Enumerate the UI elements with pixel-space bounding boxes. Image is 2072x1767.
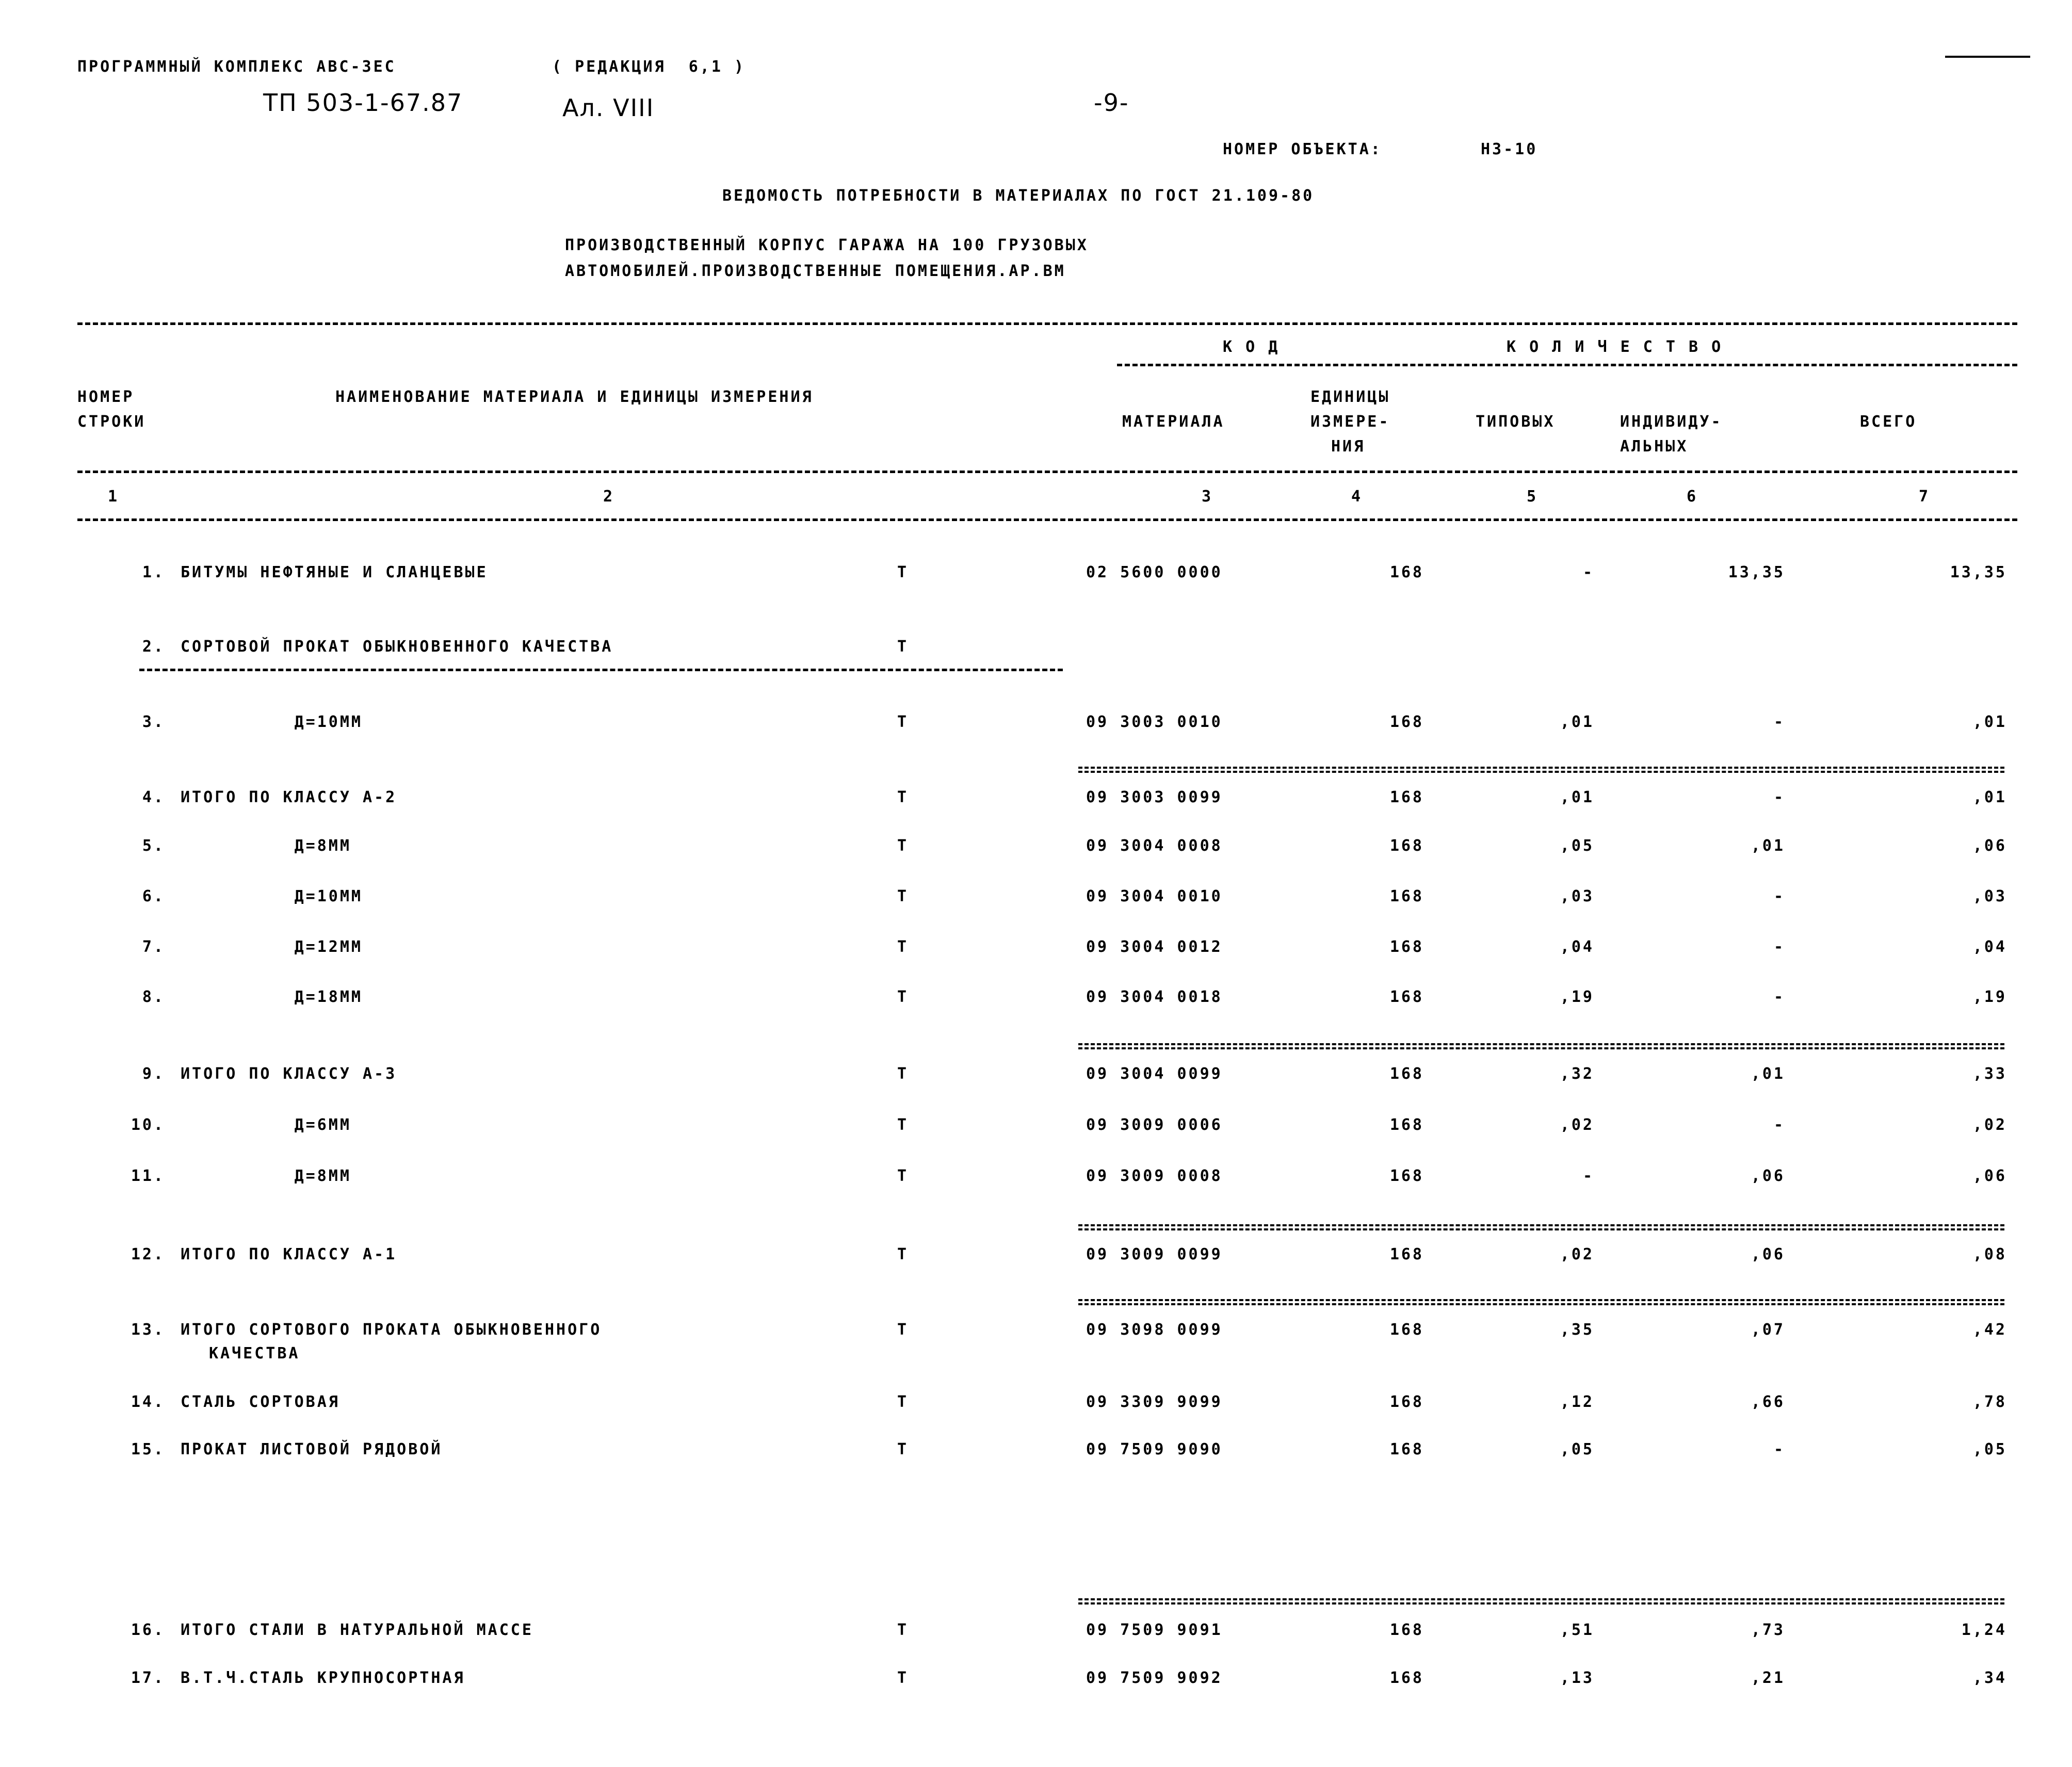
- row-1-code: 02 5600 0000: [1086, 563, 1223, 581]
- row-9-code: 09 3004 0099: [1086, 1065, 1223, 1083]
- document-title: ВЕДОМОСТЬ ПОТРЕБНОСТИ В МАТЕРИАЛАХ ПО ГОСТ 21.109-80: [722, 187, 1315, 205]
- document-subtitle-1: ПРОИЗВОДСТВЕННЫЙ КОРПУС ГАРАЖА НА 100 ГРУЗОВЫХ: [565, 236, 1089, 254]
- row-6-code: 09 3004 0010: [1086, 887, 1223, 905]
- row-6-total: ,03: [1972, 887, 2007, 905]
- row-12-unit: 168: [1389, 1245, 1424, 1263]
- row-17-code: 09 7509 9092: [1086, 1669, 1223, 1687]
- row-4-typical: ,01: [1560, 788, 1594, 806]
- column-header-individual-1: ИНДИВИДУ-: [1620, 413, 1723, 431]
- column-header-material: МАТЕРИАЛА: [1122, 413, 1225, 431]
- row-10-name: Д=6ММ: [181, 1116, 351, 1134]
- row-12-individual: ,06: [1751, 1245, 1785, 1263]
- row-3-code: 09 3003 0010: [1086, 713, 1223, 731]
- row-14-total: ,78: [1972, 1393, 2007, 1411]
- row-7-individual: -: [1773, 938, 1785, 956]
- row-1-individual: 13,35: [1728, 563, 1785, 581]
- row-11-name: Д=8ММ: [181, 1167, 351, 1185]
- row-10-typical: ,02: [1560, 1116, 1594, 1134]
- object-number-label: НОМЕР ОБЪЕКТА:: [1223, 140, 1382, 158]
- row-10-individual: -: [1773, 1116, 1785, 1134]
- row-3-unit: 168: [1389, 713, 1424, 731]
- row-9-total: ,33: [1972, 1065, 2007, 1083]
- page-number: -9-: [1094, 89, 1129, 117]
- row-10-code: 09 3009 0006: [1086, 1116, 1223, 1134]
- row-7-typical: ,04: [1560, 938, 1594, 956]
- row-15-typical: ,05: [1560, 1440, 1594, 1458]
- row-7-unit: 168: [1389, 938, 1424, 956]
- row-15-total: ,05: [1972, 1440, 2007, 1458]
- row-8-unit: 168: [1389, 988, 1424, 1006]
- row-8-name: Д=18ММ: [181, 988, 363, 1006]
- subtotal-rule-5: [1078, 1598, 2004, 1604]
- column-number-7: 7: [1918, 488, 1931, 506]
- row-4-individual: -: [1773, 788, 1785, 806]
- row-15-name: ПРОКАТ ЛИСТОВОЙ РЯДОВОЙ: [181, 1440, 443, 1458]
- row-5-name: Д=8ММ: [181, 837, 351, 855]
- section-heading-underline: [139, 669, 1063, 671]
- row-16-unit-name: Т: [897, 1621, 909, 1639]
- row-16-individual: ,73: [1751, 1621, 1785, 1639]
- row-15-code: 09 7509 9090: [1086, 1440, 1223, 1458]
- column-header-individual-2: АЛЬНЫХ: [1620, 437, 1689, 456]
- row-1-name: БИТУМЫ НЕФТЯНЫЕ И СЛАНЦЕВЫЕ: [181, 563, 488, 581]
- row-13-no: 13.: [131, 1321, 165, 1339]
- column-number-4: 4: [1351, 488, 1363, 506]
- row-6-typical: ,03: [1560, 887, 1594, 905]
- row-3-name: Д=10ММ: [181, 713, 363, 731]
- row-15-unit-name: Т: [897, 1440, 909, 1458]
- subtotal-rule-2: [1078, 1043, 2004, 1049]
- row-5-individual: ,01: [1751, 837, 1785, 855]
- row-12-no: 12.: [131, 1245, 165, 1263]
- row-17-unit: 168: [1389, 1669, 1424, 1687]
- row-11-unit-name: Т: [897, 1167, 909, 1185]
- row-10-no: 10.: [131, 1116, 165, 1134]
- row-11-typical: -: [1582, 1167, 1594, 1185]
- row-5-no: 5.: [142, 837, 165, 855]
- row-16-total: 1,24: [1961, 1621, 2007, 1639]
- column-number-3: 3: [1201, 488, 1213, 506]
- row-13-code: 09 3098 0099: [1086, 1321, 1223, 1339]
- subtotal-rule-4: [1078, 1299, 2004, 1305]
- subtotal-rule-1: [1078, 767, 2004, 773]
- row-10-unit: 168: [1389, 1116, 1424, 1134]
- row-1-total: 13,35: [1950, 563, 2007, 581]
- row-13-unit: 168: [1389, 1321, 1424, 1339]
- row-12-code: 09 3009 0099: [1086, 1245, 1223, 1263]
- header-bottom-rule: [77, 471, 2017, 473]
- row-6-unit-name: Т: [897, 887, 909, 905]
- row-4-unit-name: Т: [897, 788, 909, 806]
- row-7-unit-name: Т: [897, 938, 909, 956]
- row-1-no: 1.: [142, 563, 165, 581]
- row-14-code: 09 3309 9099: [1086, 1393, 1223, 1411]
- row-13-name: ИТОГО СОРТОВОГО ПРОКАТА ОБЫКНОВЕННОГО: [181, 1321, 602, 1339]
- row-4-code: 09 3003 0099: [1086, 788, 1223, 806]
- row-8-unit-name: Т: [897, 988, 909, 1006]
- row-17-total: ,34: [1972, 1669, 2007, 1687]
- row-9-name: ИТОГО ПО КЛАССУ А-3: [181, 1065, 397, 1083]
- row-1-typical: -: [1582, 563, 1594, 581]
- row-4-total: ,01: [1972, 788, 2007, 806]
- row-15-no: 15.: [131, 1440, 165, 1458]
- row-14-individual: ,66: [1751, 1393, 1785, 1411]
- project-code: ТП 503-1-67.87: [263, 89, 463, 117]
- row-16-unit: 168: [1389, 1621, 1424, 1639]
- row-17-name: В.Т.Ч.СТАЛЬ КРУПНОСОРТНАЯ: [181, 1669, 465, 1687]
- row-1-unit: 168: [1389, 563, 1424, 581]
- row-8-code: 09 3004 0018: [1086, 988, 1223, 1006]
- column-header-unit-2: ИЗМЕРЕ-: [1310, 413, 1390, 431]
- column-number-5: 5: [1526, 488, 1539, 506]
- row-12-total: ,08: [1972, 1245, 2007, 1263]
- column-header-code: К О Д: [1223, 338, 1280, 356]
- row-2-name: СОРТОВОЙ ПРОКАТ ОБЫКНОВЕННОГО КАЧЕСТВА: [181, 638, 613, 656]
- table-top-rule: [77, 322, 2017, 325]
- row-11-individual: ,06: [1751, 1167, 1785, 1185]
- edition-label: ( РЕДАКЦИЯ 6,1 ): [552, 58, 746, 76]
- document-subtitle-2: АВТОМОБИЛЕЙ.ПРОИЗВОДСТВЕННЫЕ ПОМЕЩЕНИЯ.АР.ВМ: [565, 262, 1066, 280]
- row-14-no: 14.: [131, 1393, 165, 1411]
- row-7-code: 09 3004 0012: [1086, 938, 1223, 956]
- row-17-unit-name: Т: [897, 1669, 909, 1687]
- row-10-unit-name: Т: [897, 1116, 909, 1134]
- row-3-unit-name: Т: [897, 713, 909, 731]
- row-9-individual: ,01: [1751, 1065, 1785, 1083]
- row-3-total: ,01: [1972, 713, 2007, 731]
- row-13-name-continued: КАЧЕСТВА: [209, 1344, 300, 1363]
- row-3-individual: -: [1773, 713, 1785, 731]
- row-8-total: ,19: [1972, 988, 2007, 1006]
- column-header-name: НАИМЕНОВАНИЕ МАТЕРИАЛА И ЕДИНИЦЫ ИЗМЕРЕНИЯ: [335, 388, 814, 406]
- column-number-2: 2: [603, 488, 615, 506]
- row-14-unit: 168: [1389, 1393, 1424, 1411]
- column-number-1: 1: [107, 488, 120, 506]
- row-6-no: 6.: [142, 887, 165, 905]
- column-header-unit-1: ЕДИНИЦЫ: [1310, 388, 1390, 406]
- row-7-name: Д=12ММ: [181, 938, 363, 956]
- row-16-name: ИТОГО СТАЛИ В НАТУРАЛЬНОЙ МАССЕ: [181, 1621, 533, 1639]
- row-11-total: ,06: [1972, 1167, 2007, 1185]
- top-right-rule: [1945, 56, 2030, 58]
- row-4-no: 4.: [142, 788, 165, 806]
- row-12-typical: ,02: [1560, 1245, 1594, 1263]
- row-8-no: 8.: [142, 988, 165, 1006]
- row-7-no: 7.: [142, 938, 165, 956]
- program-name: ПРОГРАММНЫЙ КОМПЛЕКС АВС-3ЕС: [77, 58, 396, 76]
- row-9-unit-name: Т: [897, 1065, 909, 1083]
- row-14-name: СТАЛЬ СОРТОВАЯ: [181, 1393, 340, 1411]
- row-9-no: 9.: [142, 1065, 165, 1083]
- row-15-unit: 168: [1389, 1440, 1424, 1458]
- row-16-typical: ,51: [1560, 1621, 1594, 1639]
- row-13-individual: ,07: [1751, 1321, 1785, 1339]
- column-header-row-no-2: СТРОКИ: [77, 413, 146, 431]
- row-12-name: ИТОГО ПО КЛАССУ А-1: [181, 1245, 397, 1263]
- row-6-name: Д=10ММ: [181, 887, 363, 905]
- row-2-unit-name: Т: [897, 638, 909, 656]
- row-10-total: ,02: [1972, 1116, 2007, 1134]
- row-9-unit: 168: [1389, 1065, 1424, 1083]
- row-11-unit: 168: [1389, 1167, 1424, 1185]
- column-header-unit-3: НИЯ: [1331, 437, 1366, 456]
- row-13-typical: ,35: [1560, 1321, 1594, 1339]
- row-3-typical: ,01: [1560, 713, 1594, 731]
- row-8-individual: -: [1773, 988, 1785, 1006]
- row-7-total: ,04: [1972, 938, 2007, 956]
- column-header-quantity: К О Л И Ч Е С Т В О: [1507, 338, 1723, 356]
- object-number-value: НЗ-10: [1481, 140, 1538, 158]
- column-number-6: 6: [1686, 488, 1698, 506]
- row-11-no: 11.: [131, 1167, 165, 1185]
- row-17-no: 17.: [131, 1669, 165, 1687]
- column-header-typical: ТИПОВЫХ: [1476, 413, 1556, 431]
- row-11-code: 09 3009 0008: [1086, 1167, 1223, 1185]
- column-header-row-no-1: НОМЕР: [77, 388, 135, 406]
- row-3-no: 3.: [142, 713, 165, 731]
- code-subheader-rule: [1117, 364, 2017, 366]
- row-14-typical: ,12: [1560, 1393, 1594, 1411]
- column-header-total: ВСЕГО: [1860, 413, 1917, 431]
- subtotal-rule-3: [1078, 1224, 2004, 1230]
- row-17-typical: ,13: [1560, 1669, 1594, 1687]
- row-9-typical: ,32: [1560, 1065, 1594, 1083]
- row-2-no: 2.: [142, 638, 165, 656]
- row-12-unit-name: Т: [897, 1245, 909, 1263]
- row-5-code: 09 3004 0008: [1086, 837, 1223, 855]
- row-5-typical: ,05: [1560, 837, 1594, 855]
- row-13-total: ,42: [1972, 1321, 2007, 1339]
- row-17-individual: ,21: [1751, 1669, 1785, 1687]
- row-1-unit-name: Т: [897, 563, 909, 581]
- numbers-bottom-rule: [77, 518, 2017, 521]
- row-14-unit-name: Т: [897, 1393, 909, 1411]
- row-5-total: ,06: [1972, 837, 2007, 855]
- row-16-no: 16.: [131, 1621, 165, 1639]
- row-4-unit: 168: [1389, 788, 1424, 806]
- row-6-individual: -: [1773, 887, 1785, 905]
- row-5-unit: 168: [1389, 837, 1424, 855]
- row-5-unit-name: Т: [897, 837, 909, 855]
- row-13-unit-name: Т: [897, 1321, 909, 1339]
- album-number: Ал. VIII: [562, 94, 655, 122]
- row-4-name: ИТОГО ПО КЛАССУ А-2: [181, 788, 397, 806]
- row-6-unit: 168: [1389, 887, 1424, 905]
- row-8-typical: ,19: [1560, 988, 1594, 1006]
- row-15-individual: -: [1773, 1440, 1785, 1458]
- row-16-code: 09 7509 9091: [1086, 1621, 1223, 1639]
